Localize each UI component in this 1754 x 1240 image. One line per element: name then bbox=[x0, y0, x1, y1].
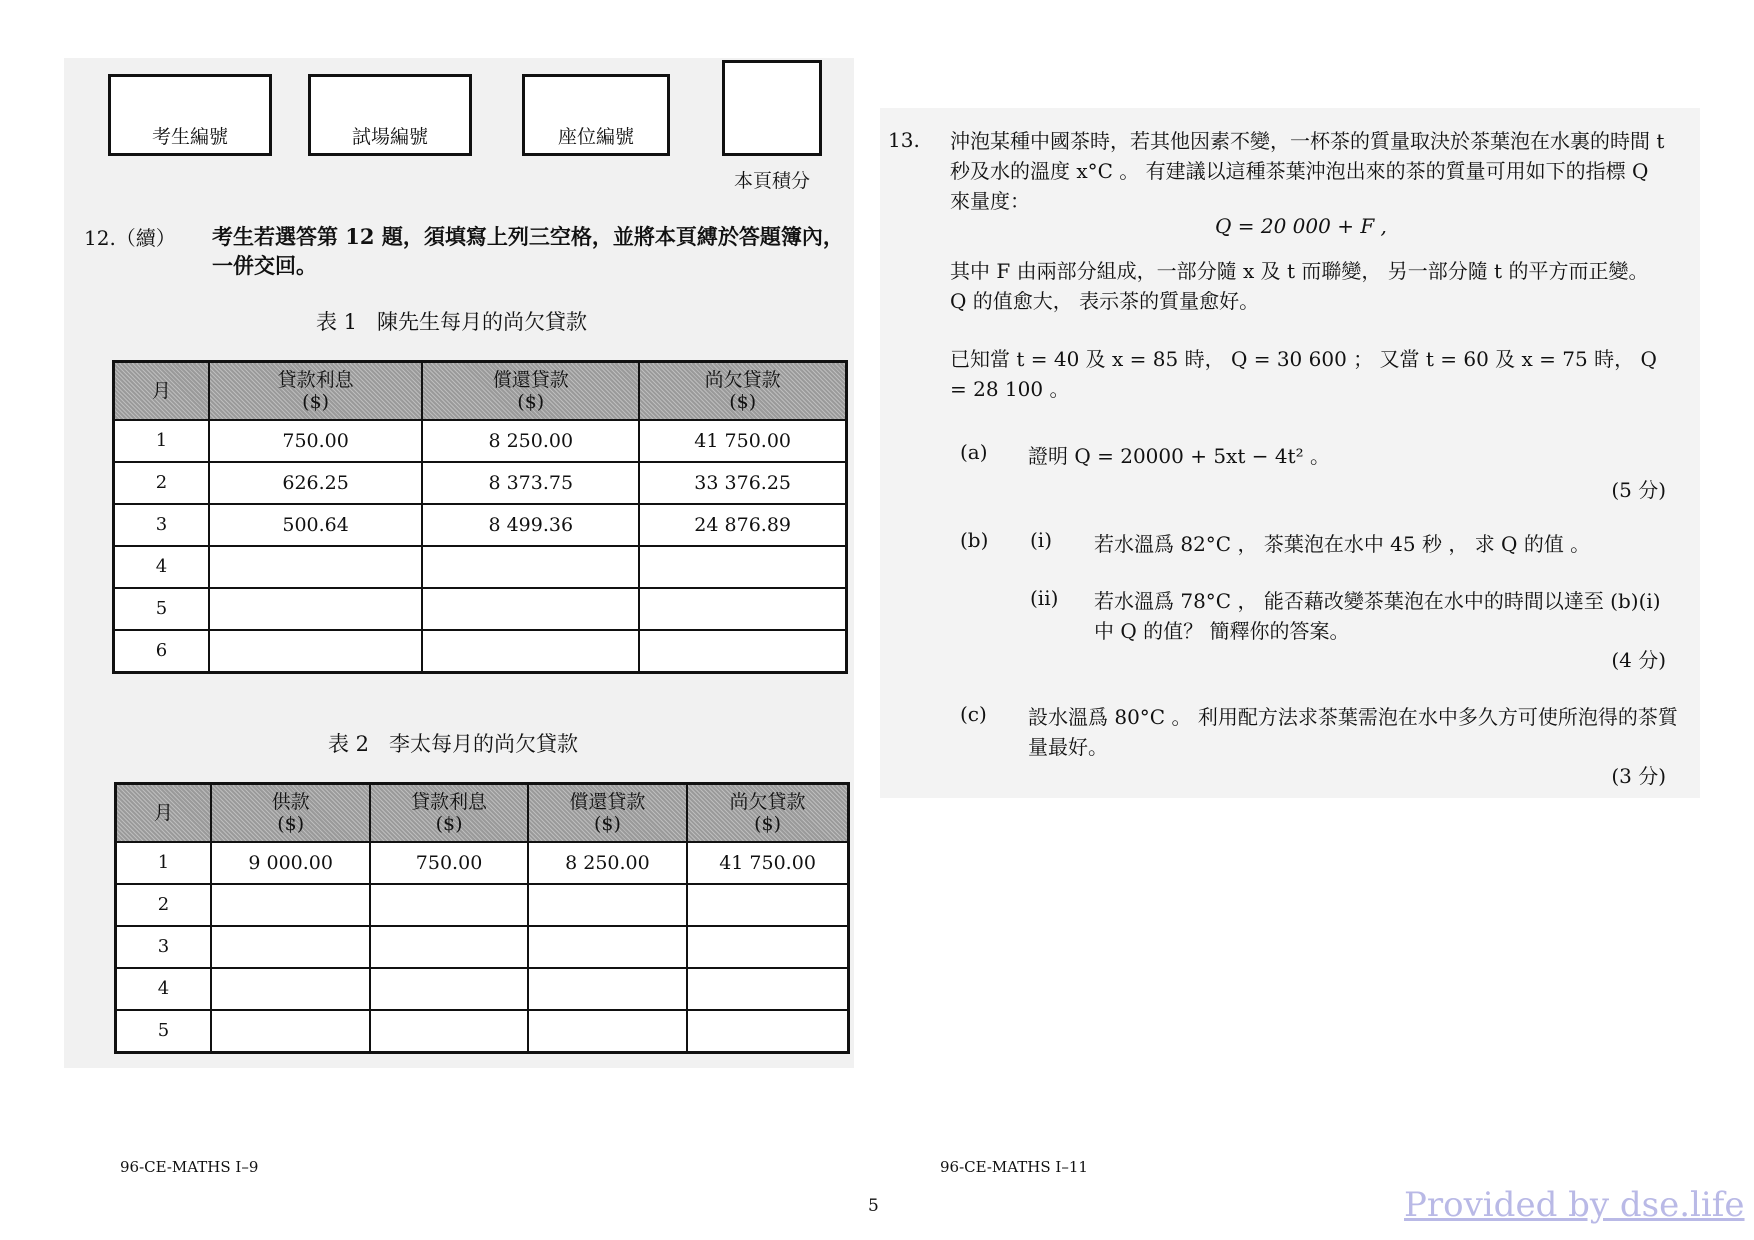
seat-number-box[interactable] bbox=[522, 74, 670, 156]
table1-caption bbox=[316, 306, 587, 336]
table2-caption bbox=[328, 728, 578, 758]
q13c-label: (c) bbox=[960, 702, 987, 726]
table1-header-month: 月 bbox=[114, 362, 210, 420]
answer-cell[interactable] bbox=[370, 884, 527, 926]
answer-cell[interactable] bbox=[422, 588, 639, 630]
answer-cell[interactable] bbox=[639, 546, 846, 588]
table-cell: 750.00 bbox=[370, 842, 527, 884]
answer-cell[interactable] bbox=[528, 884, 687, 926]
answer-cell[interactable] bbox=[687, 926, 848, 968]
q12-number: 12.（續） bbox=[84, 226, 176, 250]
table-cell: 8 250.00 bbox=[422, 420, 639, 462]
q13b-marks: (4 分) bbox=[1611, 648, 1666, 672]
answer-cell[interactable] bbox=[528, 926, 687, 968]
table-row[interactable] bbox=[116, 926, 849, 968]
table-cell: 1 bbox=[114, 420, 210, 462]
centre-number-box[interactable] bbox=[308, 74, 472, 156]
answer-cell[interactable] bbox=[528, 968, 687, 1010]
table-cell: 6 bbox=[114, 630, 210, 673]
answer-cell[interactable] bbox=[211, 1010, 370, 1053]
answer-cell[interactable] bbox=[211, 884, 370, 926]
answer-cell[interactable] bbox=[211, 968, 370, 1010]
table1 bbox=[112, 360, 848, 674]
table-row bbox=[114, 462, 847, 504]
table-cell: 33 376.25 bbox=[639, 462, 846, 504]
table1-header-repayment: 償還貸款 ($) bbox=[422, 362, 639, 420]
q13b-ii-label: (ii) bbox=[1030, 586, 1059, 610]
answer-cell[interactable] bbox=[687, 1010, 848, 1053]
table-cell: 8 499.36 bbox=[422, 504, 639, 546]
q13a-text: 證明 Q = 20000 + 5xt − 4t² 。 bbox=[1028, 444, 1330, 468]
table-cell: 4 bbox=[116, 968, 211, 1010]
answer-cell[interactable] bbox=[370, 968, 527, 1010]
table2-header-interest: 貸款利息 ($) bbox=[370, 784, 527, 842]
answer-cell[interactable] bbox=[422, 546, 639, 588]
table2 bbox=[114, 782, 850, 1054]
q13-given-values: 已知當 t = 40 及 x = 85 時， Q = 30 600 ； 又當 t = 60 及 x = 75 時， Q = 28 100 。 bbox=[950, 347, 1657, 401]
table-row[interactable] bbox=[116, 968, 849, 1010]
q12-instruction: 考生若選答第 12 題，須填寫上列三空格，並將本頁縛於答題簿內，一併交回。 bbox=[212, 224, 844, 278]
page-number: 5 bbox=[868, 1196, 879, 1216]
table2-label: 表 2 bbox=[328, 732, 370, 756]
table-row[interactable] bbox=[116, 884, 849, 926]
table1-header-interest: 貸款利息 ($) bbox=[209, 362, 422, 420]
table-cell: 24 876.89 bbox=[639, 504, 846, 546]
answer-cell[interactable] bbox=[422, 630, 639, 673]
table-cell: 8 373.75 bbox=[422, 462, 639, 504]
q13b-label: (b) bbox=[960, 528, 989, 552]
table-row[interactable] bbox=[114, 546, 847, 588]
answer-cell[interactable] bbox=[370, 1010, 527, 1053]
footer-right-code: 96-CE-MATHS I–11 bbox=[940, 1158, 1088, 1176]
table-cell: 5 bbox=[116, 1010, 211, 1053]
table-cell: 500.64 bbox=[209, 504, 422, 546]
table1-label: 表 1 bbox=[316, 310, 358, 334]
q13b-i-text: 若水溫爲 82°C ， 茶葉泡在水中 45 秒 ， 求 Q 的值 。 bbox=[1094, 532, 1591, 556]
q13c-marks: (3 分) bbox=[1611, 764, 1666, 788]
table-cell: 2 bbox=[116, 884, 211, 926]
answer-cell[interactable] bbox=[639, 588, 846, 630]
table-cell: 5 bbox=[114, 588, 210, 630]
table-cell: 1 bbox=[116, 842, 211, 884]
table-row bbox=[116, 842, 849, 884]
answer-cell[interactable] bbox=[211, 926, 370, 968]
table2-title: 李太每月的尚欠貸款 bbox=[389, 732, 579, 756]
q13-equation: Q = 20 000 + F , bbox=[1215, 214, 1387, 238]
table2-header-payment: 供款 ($) bbox=[211, 784, 370, 842]
watermark-link[interactable]: Provided by dse.life bbox=[1404, 1185, 1745, 1225]
answer-cell[interactable] bbox=[370, 926, 527, 968]
page-total-label: 本頁積分 bbox=[733, 170, 810, 192]
table-cell: 41 750.00 bbox=[639, 420, 846, 462]
table-row bbox=[114, 504, 847, 546]
centre-number-label: 試場編號 bbox=[351, 126, 428, 148]
footer-left-code: 96-CE-MATHS I–9 bbox=[120, 1158, 259, 1176]
table-cell: 626.25 bbox=[209, 462, 422, 504]
table1-header-outstanding: 尚欠貸款 ($) bbox=[639, 362, 846, 420]
table-cell: 750.00 bbox=[209, 420, 422, 462]
q13c-text: 設水溫爲 80°C 。 利用配方法求茶葉需泡在水中多久方可使所泡得的茶質量最好。 bbox=[1028, 705, 1678, 759]
table-cell: 2 bbox=[114, 462, 210, 504]
answer-cell[interactable] bbox=[639, 630, 846, 673]
table2-header-month: 月 bbox=[116, 784, 211, 842]
answer-cell[interactable] bbox=[209, 588, 422, 630]
seat-number-label: 座位編號 bbox=[557, 126, 634, 148]
q13-f-description: 其中 F 由兩部分組成，一部分隨 x 及 t 而聯變， 另一部分隨 t 的平方而正變。 Q 的值愈大， 表示茶的質量愈好。 bbox=[950, 259, 1649, 313]
table-row[interactable] bbox=[116, 1010, 849, 1053]
q13a-marks: (5 分) bbox=[1611, 478, 1666, 502]
q13b-ii-text: 若水溫爲 78°C ， 能否藉改變茶葉泡在水中的時間以達至 (b)(i) 中 Q 的值？ 簡釋你的答案。 bbox=[1094, 589, 1661, 643]
q13-number: 13. bbox=[888, 128, 920, 152]
candidate-number-label: 考生編號 bbox=[151, 126, 228, 148]
table-cell: 8 250.00 bbox=[528, 842, 687, 884]
answer-cell[interactable] bbox=[209, 546, 422, 588]
answer-cell[interactable] bbox=[687, 884, 848, 926]
candidate-number-box[interactable] bbox=[108, 74, 272, 156]
table-cell: 4 bbox=[114, 546, 210, 588]
table2-header-repayment: 償還貸款 ($) bbox=[528, 784, 687, 842]
table-cell: 3 bbox=[116, 926, 211, 968]
q13-intro: 沖泡某種中國茶時，若其他因素不變，一杯茶的質量取決於茶葉泡在水裏的時間 t 秒及水的溫度 x°C 。 有建議以這種茶葉沖泡出來的茶的質量可用如下的指標 Q 來量度： bbox=[950, 129, 1665, 213]
table-row bbox=[114, 420, 847, 462]
table-row[interactable] bbox=[114, 588, 847, 630]
table-row[interactable] bbox=[114, 630, 847, 673]
table2-header-outstanding: 尚欠貸款 ($) bbox=[687, 784, 848, 842]
table-cell: 9 000.00 bbox=[211, 842, 370, 884]
answer-cell[interactable] bbox=[209, 630, 422, 673]
answer-cell[interactable] bbox=[687, 968, 848, 1010]
table-cell: 41 750.00 bbox=[687, 842, 848, 884]
q13b-i-label: (i) bbox=[1030, 528, 1053, 552]
q13a-label: (a) bbox=[960, 440, 988, 464]
table1-title: 陳先生每月的尚欠貸款 bbox=[377, 310, 588, 334]
page-total-box[interactable] bbox=[722, 60, 822, 156]
table-cell: 3 bbox=[114, 504, 210, 546]
answer-cell[interactable] bbox=[528, 1010, 687, 1053]
